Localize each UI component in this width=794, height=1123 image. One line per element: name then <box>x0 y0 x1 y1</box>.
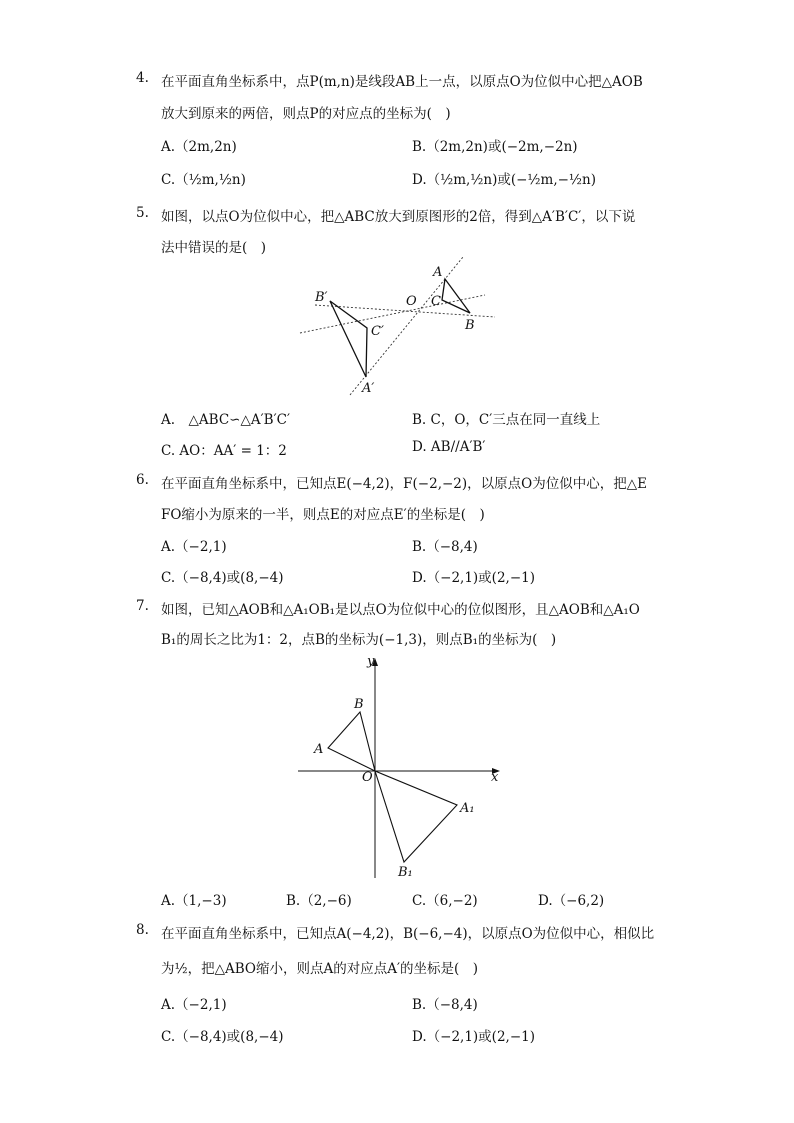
homothety-figure <box>295 255 500 400</box>
figure-label: A′ <box>362 381 375 396</box>
question-number: 5. <box>136 205 149 221</box>
question-text-line: 在平面直角坐标系中，已知点A(−4,2)，B(−6,−4)，以原点O为位似中心，相似比 <box>161 926 655 942</box>
dotted-line <box>350 257 463 395</box>
figure-label: B <box>354 697 364 712</box>
triangle-aob <box>328 712 375 771</box>
option-c: C.（½m,½n) <box>161 172 246 188</box>
question-text-line: 如图，已知△AOB和△A₁OB₁是以点O为位似中心的位似图形，且△AOB和△A₁O <box>161 602 640 618</box>
figure-label: A <box>314 742 324 757</box>
option-b: B. C，O，C′三点在同一直线上 <box>412 412 601 428</box>
dotted-line <box>300 295 485 333</box>
option-a: A.（−2,1) <box>161 997 227 1013</box>
figure-label: B <box>465 318 475 333</box>
figure-label: O <box>406 294 417 309</box>
triangle-abc <box>442 279 470 313</box>
option-b: B.（2,−6) <box>286 893 352 909</box>
question-number: 7. <box>136 598 149 614</box>
question-text-line: FO缩小为原来的一半，则点E的对应点E′的坐标是( ) <box>161 507 485 523</box>
figure-label: C′ <box>371 324 384 339</box>
axis-label: y <box>367 654 375 669</box>
question-number: 8. <box>136 922 149 938</box>
axis-label: x <box>491 770 499 785</box>
option-a: A.（1,−3) <box>161 893 227 909</box>
question-text-line: 在平面直角坐标系中，已知点E(−4,2)，F(−2,−2)，以原点O为位似中心，把△E <box>161 476 647 492</box>
question-number: 4. <box>136 70 149 86</box>
option-c: C. AO：AA′ = 1：2 <box>161 443 287 459</box>
option-b: B.（−8,4) <box>412 997 478 1013</box>
option-d: D. AB//A′B′ <box>412 439 486 455</box>
option-b: B.（2m,2n)或(−2m,−2n) <box>412 139 578 155</box>
option-c: C.（−8,4)或(8,−4) <box>161 570 284 586</box>
option-d: D.（½m,½n)或(−½m,−½n) <box>412 172 596 188</box>
question-text-line: 为½，把△ABO缩小，则点A的对应点A′的坐标是( ) <box>161 961 479 977</box>
figure-label: B′ <box>315 290 328 305</box>
option-a: A.（−2,1) <box>161 539 227 555</box>
question-text-line: 如图，以点O为位似中心，把△ABC放大到原图形的2倍，得到△A′B′C′，以下说 <box>161 209 636 225</box>
option-d: D.（−2,1)或(2,−1) <box>412 1029 535 1045</box>
option-c: C.（−8,4)或(8,−4) <box>161 1029 284 1045</box>
question-text-line: B₁的周长之比为1：2，点B的坐标为(−1,3)，则点B₁的坐标为( ) <box>161 632 557 648</box>
option-b: B.（−8,4) <box>412 539 478 555</box>
figure-label: C <box>431 294 441 309</box>
option-d: D.（−6,2) <box>538 893 605 909</box>
triangle-a-prime-b-prime-c-prime <box>330 301 367 377</box>
triangle-a1-o-b1 <box>375 771 457 862</box>
question-text-line: 放大到原来的两倍，则点P的对应点的坐标为( ) <box>161 106 451 122</box>
option-a: A.（2m,2n) <box>161 139 237 155</box>
figure-label: A <box>433 265 443 280</box>
question-text-line: 在平面直角坐标系中，点P(m,n)是线段AB上一点，以原点O为位似中心把△AOB <box>161 74 643 90</box>
option-c: C.（6,−2) <box>412 893 478 909</box>
figure-label: A₁ <box>460 801 475 816</box>
option-d: D.（−2,1)或(2,−1) <box>412 570 535 586</box>
coordinate-figure <box>290 650 510 882</box>
question-text-line: 法中错误的是( ) <box>161 240 267 256</box>
option-a: A. △ABC∽△A′B′C′ <box>161 412 291 428</box>
question-number: 6. <box>136 472 149 488</box>
figure-label: B₁ <box>398 865 413 880</box>
figure-label: O <box>362 770 373 785</box>
